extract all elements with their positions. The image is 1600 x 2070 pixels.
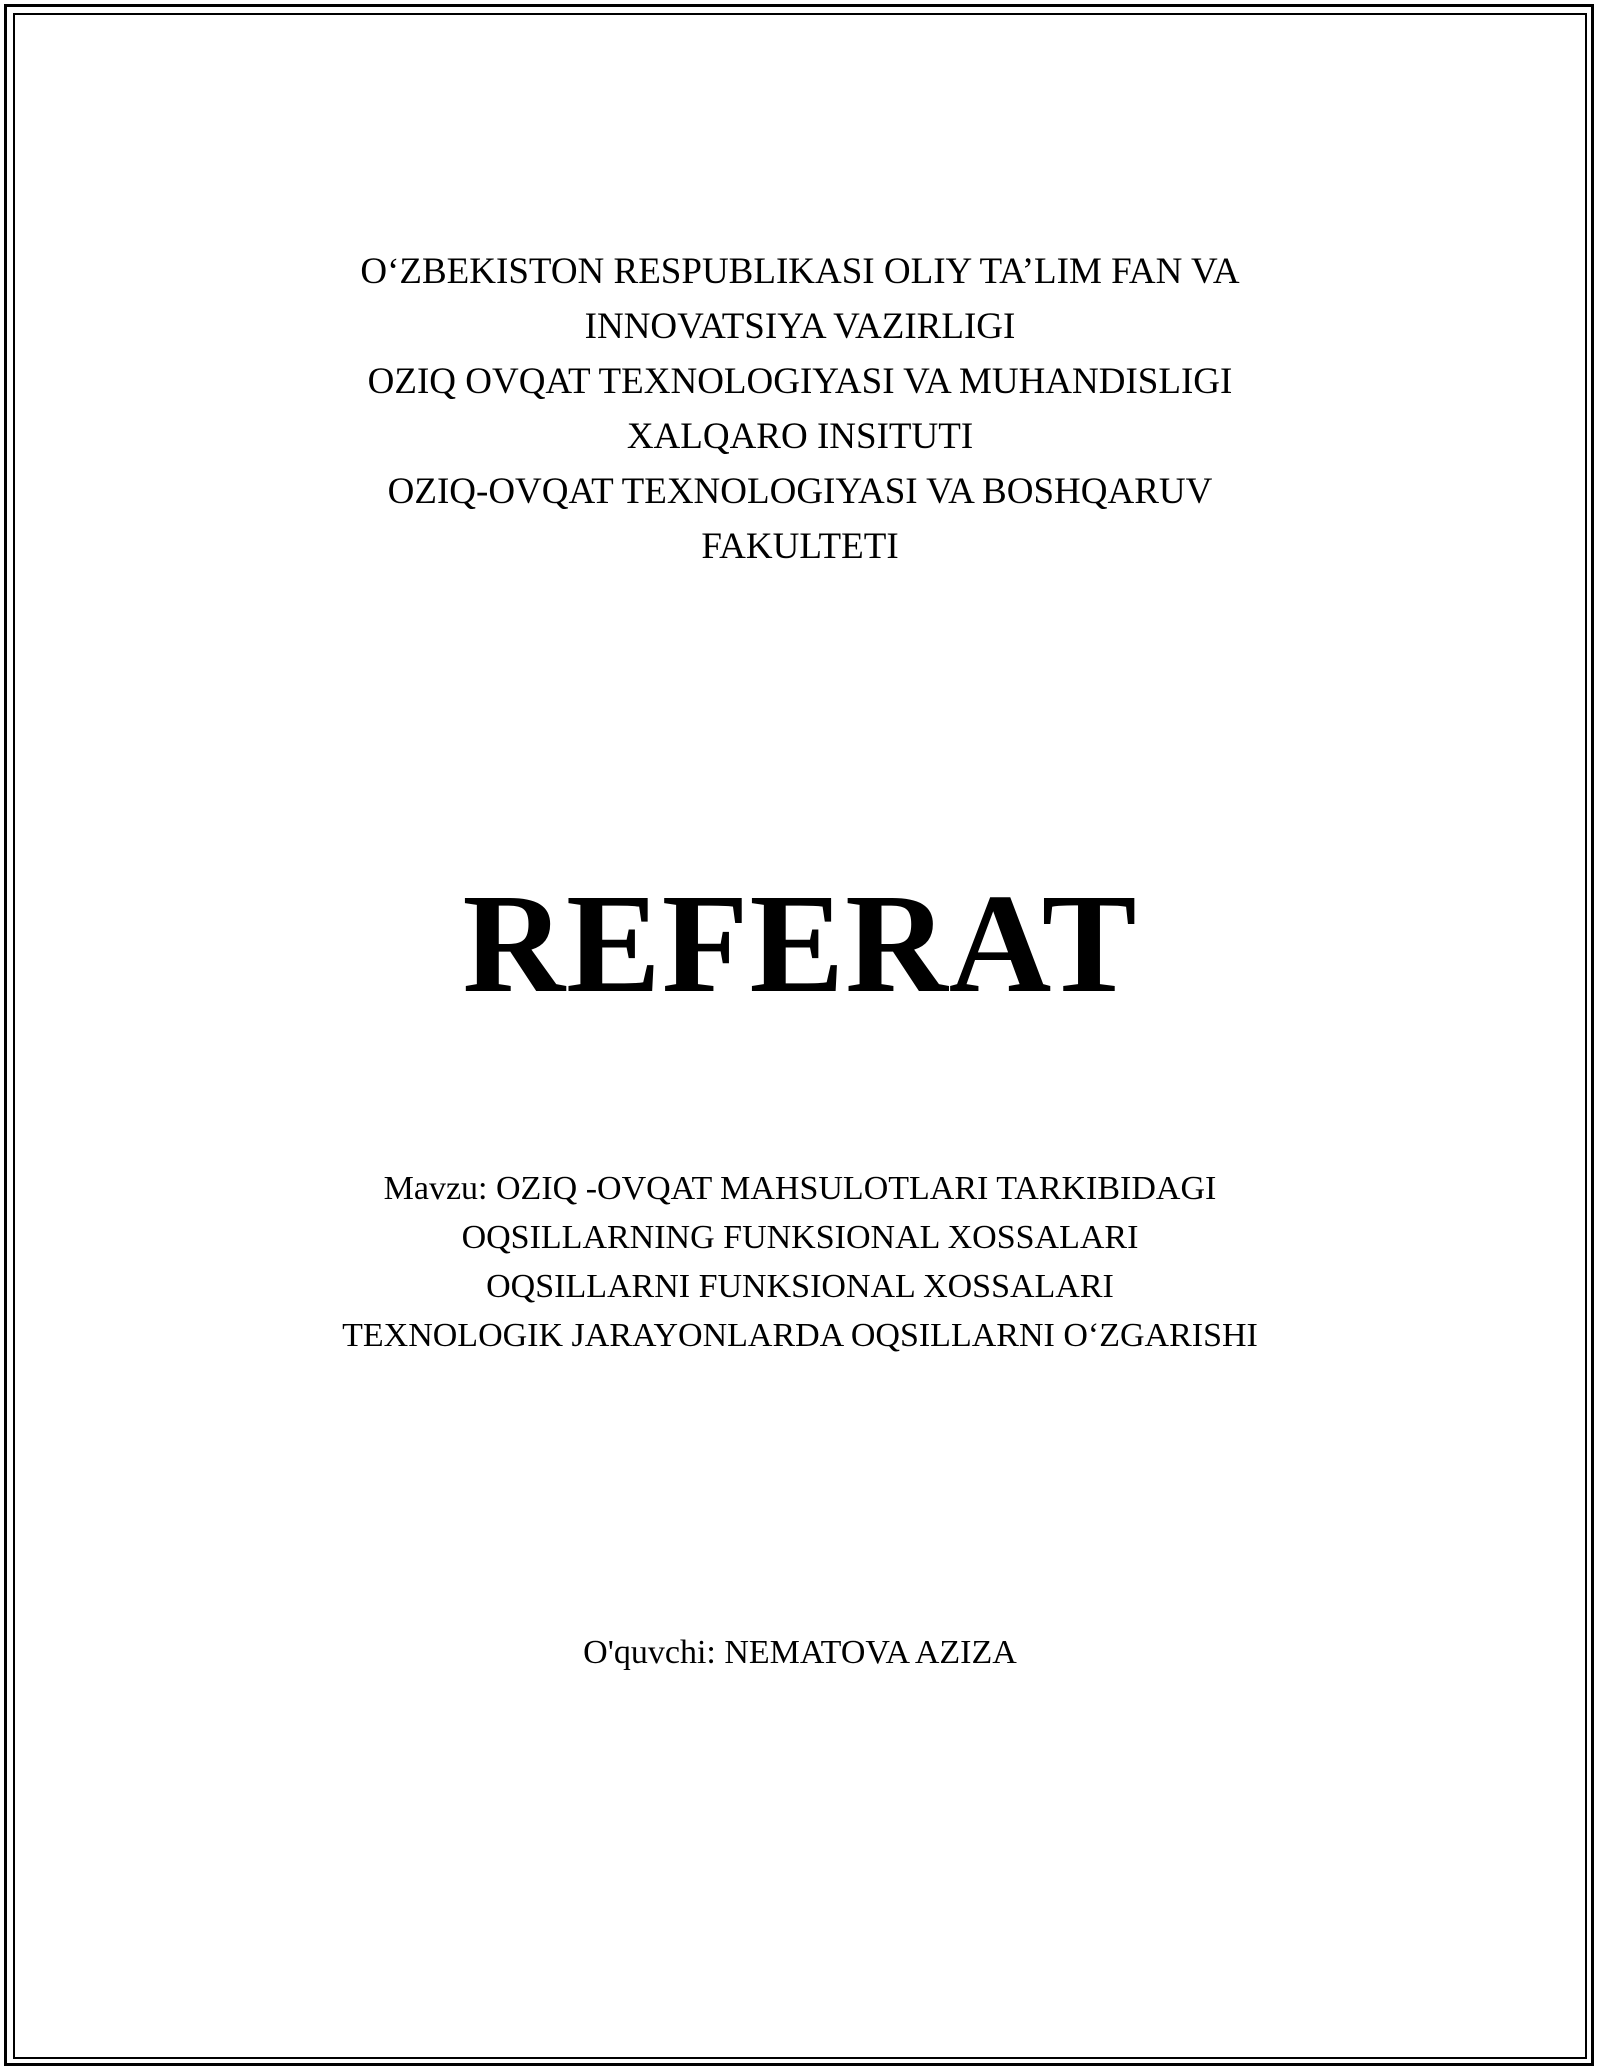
header-line: OZIQ-OVQAT TEXNOLOGIYASI VA BOSHQARUV [387, 471, 1213, 512]
header-line: INNOVATSIYA VAZIRLIGI [584, 306, 1016, 347]
header-line: O‘ZBEKISTON RESPUBLIKASI OLIY TA’LIM FAN VA [360, 251, 1240, 292]
topic-line: OQSILLARNI FUNKSIONAL XOSSALARI [486, 1268, 1114, 1305]
document-title: REFERAT [462, 864, 1138, 1022]
student-name: O'quvchi: NEMATOVA AZIZA [583, 1634, 1017, 1671]
header-line: XALQARO INSITUTI [626, 416, 974, 457]
topic-line: TEXNOLOGIK JARAYONLARDA OQSILLARNI O‘ZGARISHI [342, 1317, 1258, 1354]
header-line: OZIQ OVQAT TEXNOLOGIYASI VA MUHANDISLIGI [367, 361, 1233, 402]
topic-line: Mavzu: OZIQ -OVQAT MAHSULOTLARI TARKIBIDAGI [383, 1170, 1217, 1207]
header-line: FAKULTETI [701, 526, 899, 567]
topic-line: OQSILLARNING FUNKSIONAL XOSSALARI [461, 1219, 1139, 1256]
topic-block [0, 1164, 1600, 1360]
institution-header [0, 244, 1600, 574]
